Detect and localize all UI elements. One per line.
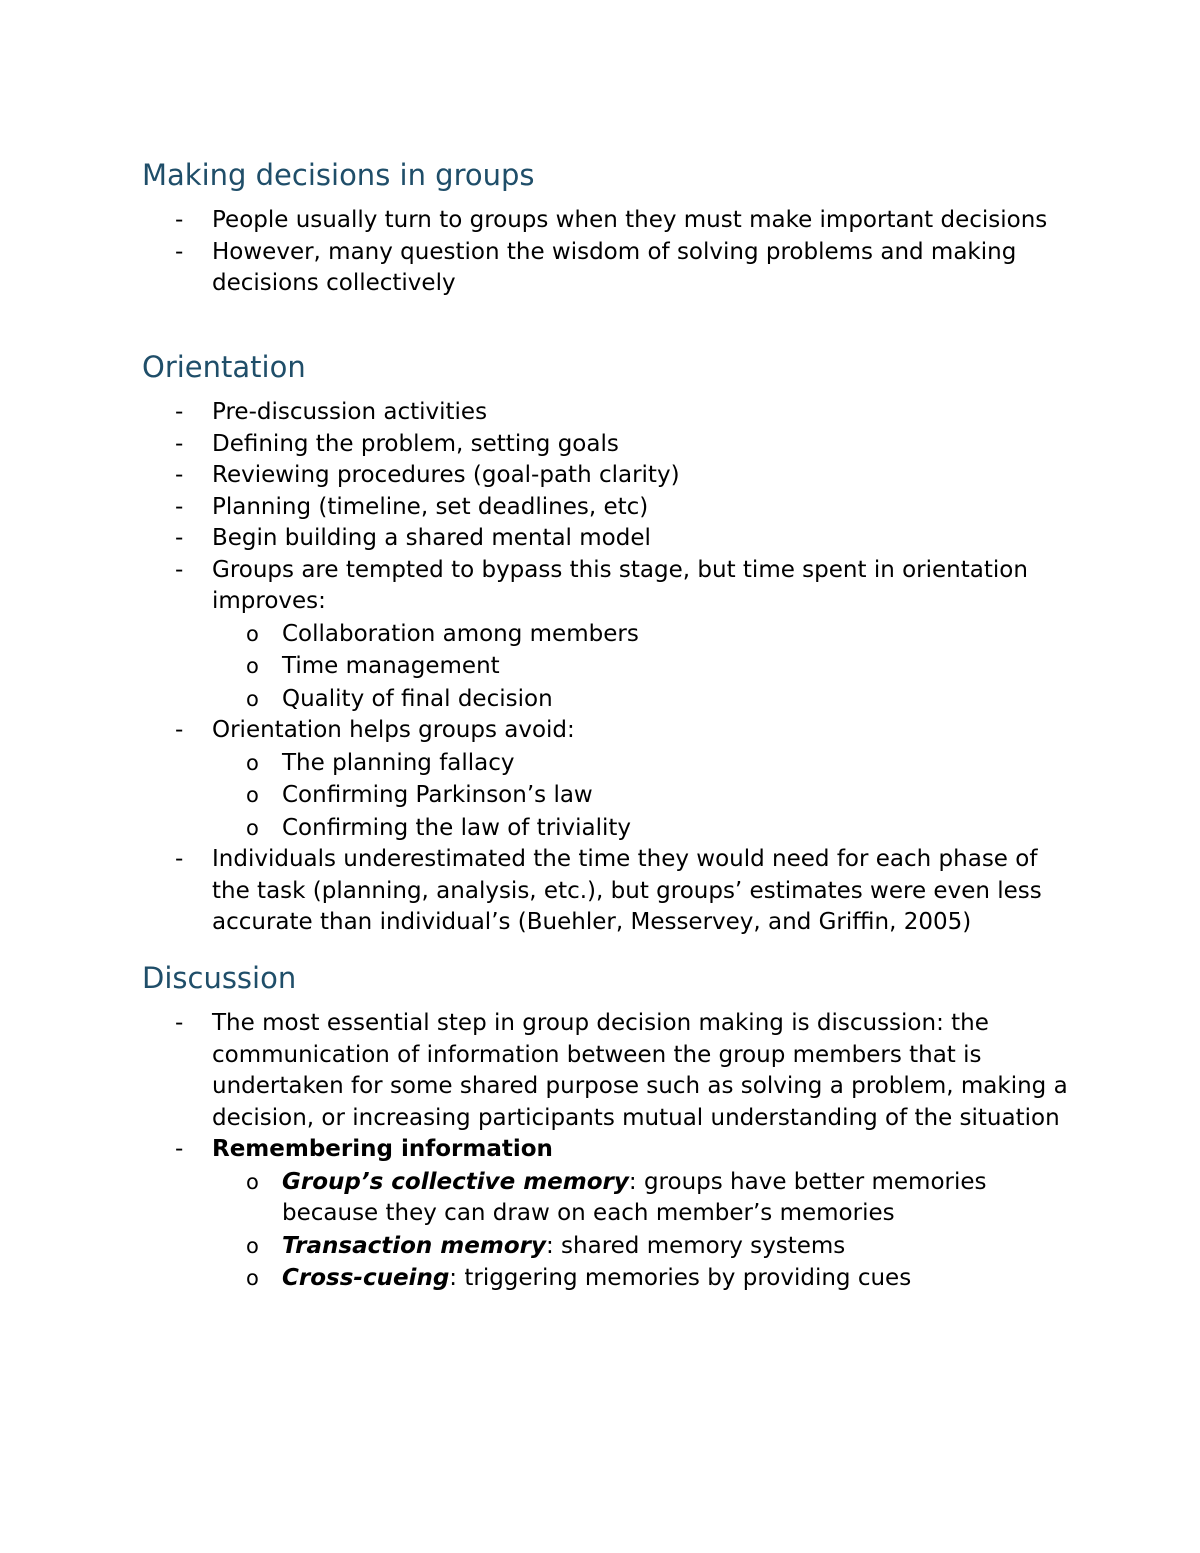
circle-bullet: o [246, 654, 259, 678]
sub-list-item [0, 650, 1042, 683]
list-item [0, 523, 1072, 555]
bullet-list [0, 397, 1200, 939]
section-heading: Making decisions in groups [142, 158, 535, 192]
list-item-text: People usually turn to groups when they must make important decisions [212, 207, 1048, 233]
dash-bullet: - [175, 462, 184, 488]
list-item-text: Planning (timeline, set deadlines, etc) [212, 493, 649, 520]
sub-list-item-text: : shared memory systems [545, 1232, 846, 1259]
list-item-text: Orientation helps groups avoid: [212, 717, 575, 743]
sub-list-item [0, 1262, 1042, 1295]
sub-list-item-text: Confirming Parkinson’s law [282, 782, 593, 808]
list-item [0, 429, 1072, 461]
list-item-text: Reviewing procedures (goal-path clarity) [212, 462, 680, 488]
circle-bullet: o [246, 621, 259, 646]
list-item-text: Defining the problem, setting goals [212, 430, 619, 457]
list-item [0, 397, 1072, 429]
list-item [0, 1134, 1072, 1295]
list-item [0, 492, 1072, 524]
list-item [0, 205, 1072, 237]
dash-bullet: - [175, 846, 184, 872]
dash-bullet: - [175, 493, 184, 520]
sub-list-item-text: Confirming the law of triviality [282, 814, 632, 841]
sub-list-item [0, 747, 1042, 780]
sub-list-item [0, 683, 1042, 716]
list-item [0, 237, 1072, 300]
list-item-text: Individuals underestimated the time they would need for each phase of the task (planning, analysis, etc.), but groups’ estimates were even less accurate than individual’s (Buehler, Messervey, and Griffin, 2005) [212, 846, 1042, 935]
sub-list-item-text: : groups have better memories because they can draw on each member’s memories [282, 1168, 987, 1226]
dash-bullet: - [175, 556, 184, 583]
dash-bullet: - [175, 1010, 184, 1036]
list-item-text: Groups are tempted to bypass this stage, but time spent in orientation improves: [212, 556, 1028, 614]
dash-bullet: - [175, 238, 184, 265]
dash-bullet: - [175, 1136, 184, 1162]
sub-list-item-text: Time management [282, 653, 500, 679]
dash-bullet: - [175, 430, 184, 457]
circle-bullet: o [246, 1266, 259, 1290]
bullet-list [0, 205, 1200, 300]
term-label: Transaction memory [282, 1232, 546, 1259]
sub-list-item-text: : triggering memories by providing cues [449, 1265, 912, 1291]
list-item [0, 1008, 1072, 1134]
sub-list-item [0, 618, 1042, 651]
dash-bullet: - [175, 717, 184, 743]
sub-bullet-list [212, 1166, 1072, 1295]
sub-list-item-text: Collaboration among members [282, 620, 639, 647]
sub-list-item [0, 779, 1042, 812]
section-heading: Orientation [142, 350, 306, 384]
sub-list-item-text: The planning fallacy [282, 749, 515, 776]
section-heading: Discussion [142, 961, 297, 995]
list-item-text: However, many question the wisdom of solving problems and making decisions collectively [212, 238, 1017, 296]
list-item [0, 715, 1072, 844]
circle-bullet: o [246, 750, 259, 775]
list-item-text: Pre-discussion activities [212, 399, 488, 425]
bullet-list [0, 1008, 1200, 1295]
dash-bullet: - [175, 207, 184, 233]
circle-bullet: o [246, 1169, 259, 1194]
list-item-text: Begin building a shared mental model [212, 525, 651, 551]
list-item-text: The most essential step in group decision making is discussion: the communication of information between the group members that is undertaken for some shared purpose such as solving a problem, making a decision, or increasing participants mutual understanding of the situation [212, 1010, 1068, 1131]
list-item [0, 555, 1072, 716]
list-item [0, 844, 1072, 939]
list-item-text: Remembering information [212, 1136, 553, 1162]
term-label: Cross-cueing [282, 1265, 450, 1291]
sub-list-item [0, 812, 1042, 845]
sub-list-item-text: Quality of final decision [282, 685, 553, 712]
term-label: Group’s collective memory [282, 1168, 629, 1195]
dash-bullet: - [175, 525, 184, 551]
sub-list-item [0, 1230, 1042, 1263]
sub-list-item [0, 1166, 1042, 1230]
circle-bullet: o [246, 783, 259, 807]
sub-bullet-list [212, 618, 1072, 716]
list-item [0, 460, 1072, 492]
circle-bullet: o [246, 815, 259, 840]
circle-bullet: o [246, 1233, 259, 1258]
sub-bullet-list [212, 747, 1072, 845]
dash-bullet: - [175, 399, 184, 425]
circle-bullet: o [246, 686, 259, 711]
